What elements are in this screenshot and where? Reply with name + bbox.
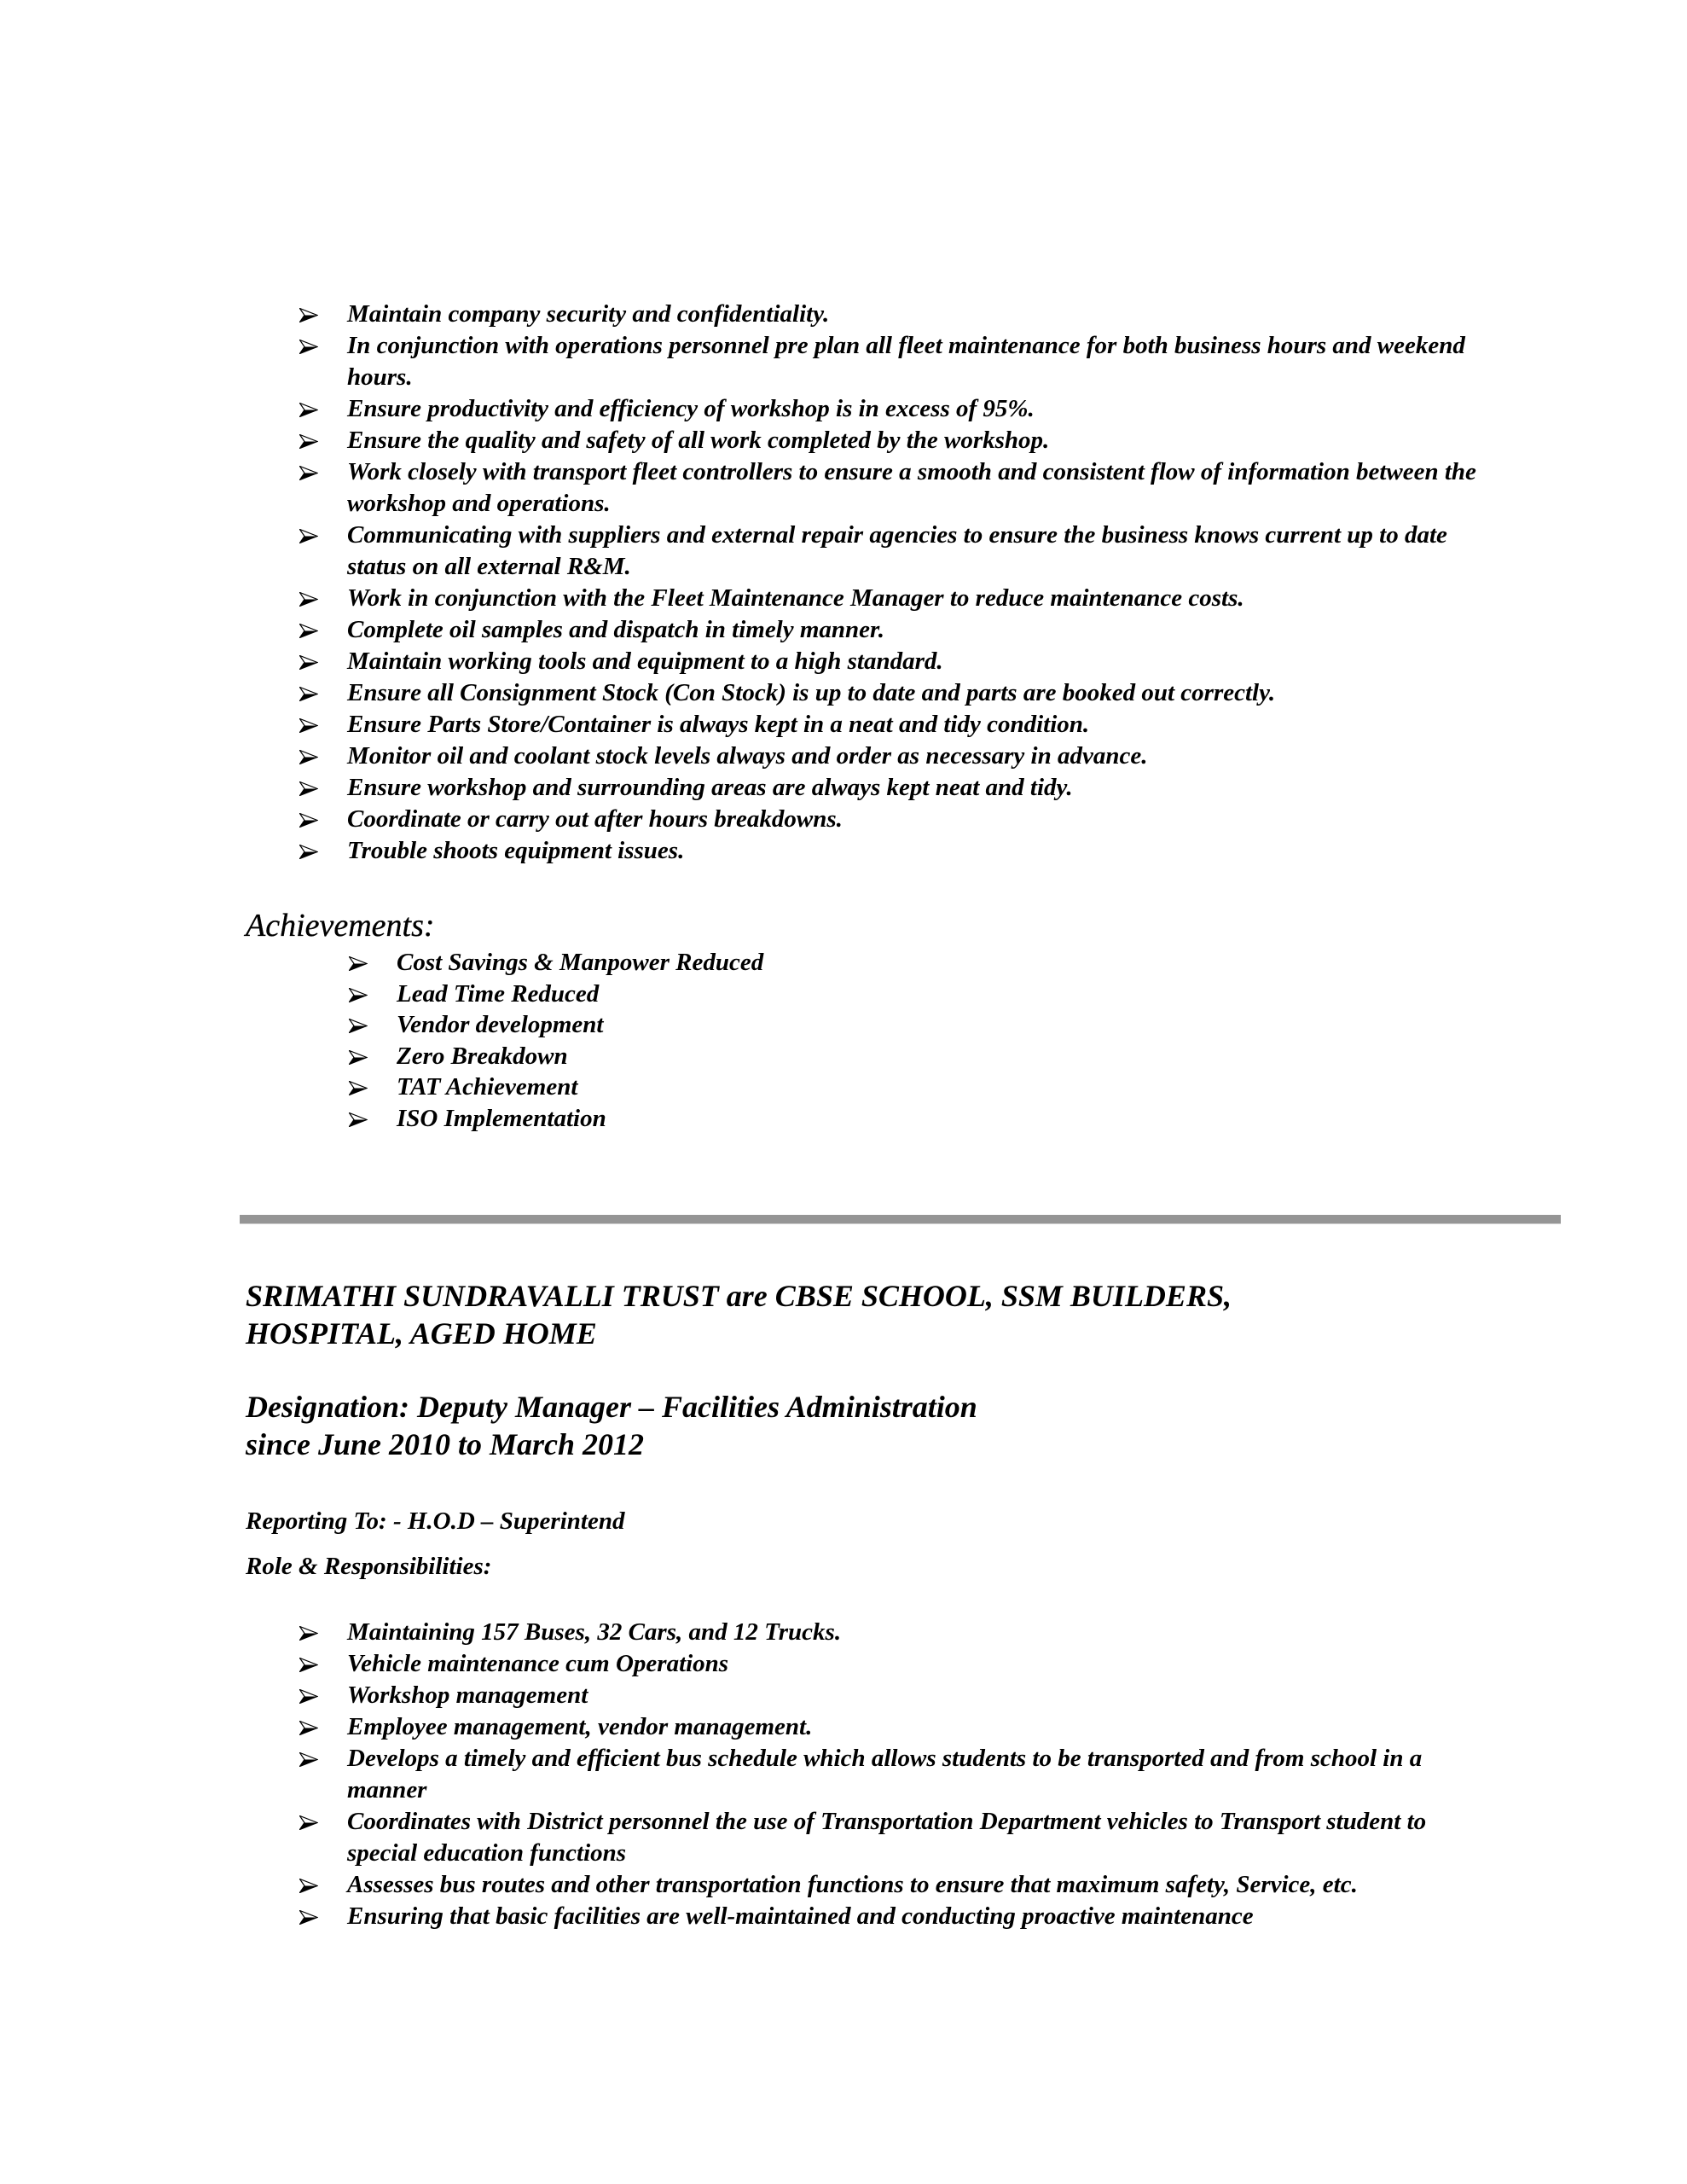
list-item	[299, 835, 1493, 867]
list-item-text: Lead Time Reduced	[397, 979, 600, 1008]
list-item-text: Ensure workshop and surrounding areas are always kept neat and tidy.	[347, 774, 1073, 801]
list-item-text: Work closely with transport fleet controllers to ensure a smooth and consistent flow of information between the workshop and operations.	[347, 458, 1476, 517]
arrowhead-bullet-icon	[349, 979, 369, 1010]
arrowhead-bullet-icon	[299, 1869, 320, 1901]
list-item-text: Ensure all Consignment Stock (Con Stock) is up to date and parts are booked out correctly.	[347, 679, 1276, 706]
arrowhead-bullet-icon	[349, 1072, 369, 1103]
company-heading	[246, 1277, 1525, 1352]
list-item-text: Vehicle maintenance cum Operations	[347, 1650, 729, 1677]
achievements-heading: Achievements:	[246, 908, 435, 944]
arrowhead-bullet-icon	[299, 1617, 320, 1648]
list-item	[299, 1680, 1493, 1711]
arrowhead-bullet-icon	[299, 709, 320, 741]
arrowhead-bullet-icon	[299, 677, 320, 709]
arrowhead-bullet-icon	[299, 804, 320, 835]
arrowhead-bullet-icon	[299, 772, 320, 804]
role-responsibilities-heading: Role & Responsibilities:	[246, 1553, 492, 1580]
list-item	[349, 1072, 1116, 1103]
list-item	[299, 299, 1493, 330]
list-item-text: Assesses bus routes and other transportation functions to ensure that maximum safety, Service, etc.	[347, 1871, 1358, 1898]
list-item-text: Ensuring that basic facilities are well-maintained and conducting proactive maintenance	[347, 1902, 1254, 1930]
list-item	[299, 772, 1493, 804]
list-item	[299, 1901, 1493, 1932]
list-item	[299, 677, 1493, 709]
list-item-text: Workshop management	[347, 1682, 588, 1709]
arrowhead-bullet-icon	[299, 835, 320, 867]
arrowhead-bullet-icon	[299, 1806, 320, 1838]
list-item-text: Maintaining 157 Buses, 32 Cars, and 12 Trucks.	[347, 1618, 842, 1646]
arrowhead-bullet-icon	[349, 1041, 369, 1072]
arrowhead-bullet-icon	[299, 425, 320, 456]
list-item-text: Ensure productivity and efficiency of workshop is in excess of 95%.	[347, 395, 1035, 422]
list-item-text: ISO Implementation	[397, 1104, 606, 1132]
list-item	[349, 1103, 1116, 1135]
list-item-text: Ensure Parts Store/Container is always kept in a neat and tidy condition.	[347, 711, 1090, 738]
list-item	[299, 1806, 1493, 1869]
list-item	[299, 1869, 1493, 1901]
list-item	[299, 709, 1493, 741]
arrowhead-bullet-icon	[299, 583, 320, 614]
list-item	[299, 614, 1493, 646]
list-item-text: Complete oil samples and dispatch in timely manner.	[347, 616, 884, 643]
list-item-text: Work in conjunction with the Fleet Maintenance Manager to reduce maintenance costs.	[347, 584, 1244, 612]
company-line-2: HOSPITAL, AGED HOME	[246, 1316, 597, 1350]
list-item-text: TAT Achievement	[397, 1073, 578, 1101]
designation-heading	[246, 1388, 1525, 1463]
list-item	[299, 646, 1493, 677]
list-item-text: Employee management, vendor management.	[347, 1713, 813, 1740]
designation-title: Designation: Deputy Manager – Facilities Administration	[246, 1390, 977, 1424]
list-item	[299, 330, 1493, 393]
list-item-text: Communicating with suppliers and external repair agencies to ensure the business knows current up to date status on all external R&M.	[347, 521, 1447, 580]
list-item-text: Maintain working tools and equipment to a high standard.	[347, 648, 943, 675]
arrowhead-bullet-icon	[299, 1680, 320, 1711]
list-item-text: Vendor development	[397, 1011, 604, 1039]
list-item	[299, 1743, 1493, 1806]
arrowhead-bullet-icon	[299, 1648, 320, 1680]
list-item	[299, 425, 1493, 456]
arrowhead-bullet-icon	[299, 741, 320, 772]
arrowhead-bullet-icon	[349, 1009, 369, 1041]
list-item-text: Coordinate or carry out after hours breakdowns.	[347, 805, 843, 833]
list-item	[349, 1009, 1116, 1041]
list-item-text: Ensure the quality and safety of all work completed by the workshop.	[347, 427, 1050, 454]
list-item-text: Develops a timely and efficient bus schedule which allows students to be transported and from school in a manner	[347, 1745, 1423, 1804]
list-item	[299, 1648, 1493, 1680]
previous-responsibilities-list	[299, 299, 1493, 867]
list-item-text: Maintain company security and confidentiality.	[347, 300, 830, 328]
list-item	[299, 393, 1493, 425]
arrowhead-bullet-icon	[299, 330, 320, 362]
list-item-text: Trouble shoots equipment issues.	[347, 837, 685, 864]
arrowhead-bullet-icon	[299, 1901, 320, 1932]
list-item	[299, 1711, 1493, 1743]
company-line-1: SRIMATHI SUNDRAVALLI TRUST are CBSE SCHOOL, SSM BUILDERS,	[246, 1279, 1232, 1313]
list-item-text: In conjunction with operations personnel pre plan all fleet maintenance for both business hours and weekend hours.	[347, 332, 1465, 391]
arrowhead-bullet-icon	[299, 1711, 320, 1743]
section-divider	[240, 1215, 1561, 1224]
list-item-text: Monitor oil and coolant stock levels always and order as necessary in advance.	[347, 742, 1148, 770]
arrowhead-bullet-icon	[299, 1743, 320, 1774]
list-item-text: Cost Savings & Manpower Reduced	[397, 949, 764, 976]
arrowhead-bullet-icon	[299, 520, 320, 551]
list-item	[299, 1617, 1493, 1648]
arrowhead-bullet-icon	[299, 614, 320, 646]
list-item	[299, 804, 1493, 835]
list-item	[299, 520, 1493, 583]
arrowhead-bullet-icon	[299, 393, 320, 425]
designation-period: since June 2010 to March 2012	[246, 1427, 645, 1461]
arrowhead-bullet-icon	[299, 646, 320, 677]
arrowhead-bullet-icon	[349, 947, 369, 979]
list-item	[349, 947, 1116, 979]
list-item-text: Coordinates with District personnel the use of Transportation Department vehicles to Transport student to special education functions	[347, 1808, 1427, 1867]
arrowhead-bullet-icon	[299, 456, 320, 488]
reporting-to: Reporting To: - H.O.D – Superintend	[246, 1507, 625, 1535]
list-item	[349, 1041, 1116, 1072]
list-item	[299, 583, 1493, 614]
achievements-list	[349, 947, 1116, 1135]
current-responsibilities-list	[299, 1617, 1493, 1932]
arrowhead-bullet-icon	[349, 1103, 369, 1135]
list-item	[299, 741, 1493, 772]
list-item	[299, 456, 1493, 520]
arrowhead-bullet-icon	[299, 299, 320, 330]
list-item	[349, 979, 1116, 1010]
list-item-text: Zero Breakdown	[397, 1042, 568, 1070]
